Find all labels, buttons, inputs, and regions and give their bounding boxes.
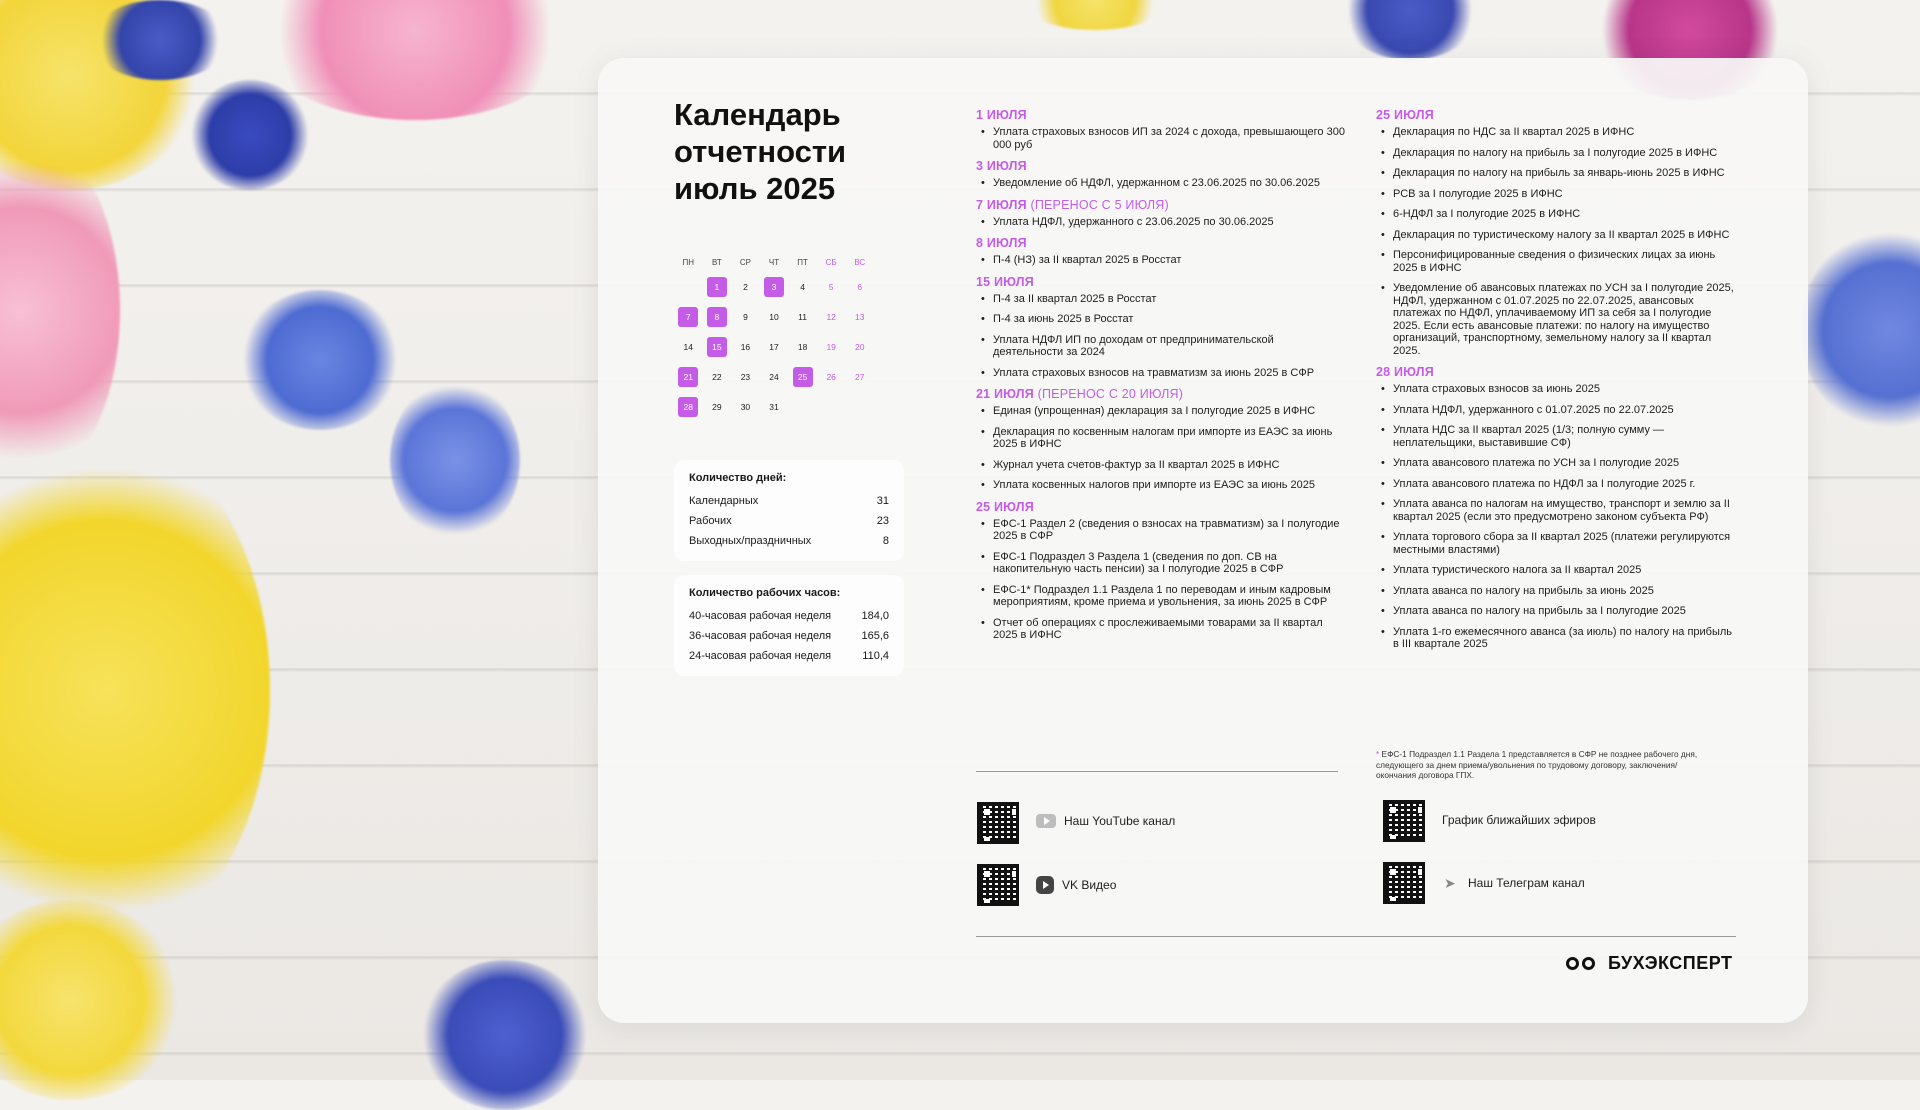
flower-decoration — [190, 80, 310, 190]
deadline-item: • П-4 за июнь 2025 в Росстат — [976, 313, 1346, 326]
day-number: 18 — [797, 342, 808, 352]
deadline-item: • Уведомление об НДФЛ, удержанном с 23.06.2025 по 30.06.2025 — [976, 177, 1346, 190]
calendar-week-row — [674, 332, 874, 362]
stat-row — [689, 646, 889, 666]
vk-video-link[interactable] — [1036, 876, 1116, 894]
deadline-date-heading — [976, 108, 1346, 122]
calendar-day — [703, 272, 732, 302]
day-number: 22 — [712, 372, 722, 382]
calendar-week-row — [674, 302, 874, 332]
deadline-list — [976, 518, 1346, 642]
deadline-section — [976, 500, 1346, 642]
deadline-item: • Единая (упрощенная) декларация за I полугодие 2025 в ИФНС — [976, 405, 1346, 418]
divider — [976, 936, 1736, 937]
calendar-day — [760, 392, 789, 422]
stat-row — [689, 511, 889, 531]
qr-code-schedule[interactable] — [1383, 800, 1425, 842]
deadline-item: • Уплата НДФЛ, удержанного с 23.06.2025 по 30.06.2025 — [976, 216, 1346, 229]
deadline-item: • Уплата аванса по налогу на прибыль за I полугодие 2025 — [1376, 605, 1738, 618]
calendar-day — [845, 332, 874, 362]
deadline-list — [976, 293, 1346, 380]
deadline-date-heading — [976, 236, 1346, 250]
stat-label: Календарных — [689, 495, 759, 507]
deadline-item: • Уплата страховых взносов за июнь 2025 — [1376, 383, 1738, 396]
day-number: 20 — [855, 342, 865, 352]
deadline-day-marker: 8 — [707, 307, 727, 327]
deadline-item: • Декларация по налогу на прибыль за I полугодие 2025 в ИФНС — [1376, 147, 1738, 160]
deadlines-column-right — [1376, 108, 1738, 659]
deadline-list — [976, 216, 1346, 229]
weekday-label: ПН — [682, 257, 695, 267]
deadline-section — [976, 236, 1346, 267]
telegram-link[interactable] — [1444, 876, 1585, 890]
deadline-date-heading — [976, 159, 1346, 173]
youtube-link[interactable] — [1036, 814, 1175, 828]
day-number: 24 — [769, 372, 779, 382]
stat-row — [689, 606, 889, 626]
deadline-list — [1376, 383, 1738, 651]
day-number: 2 — [743, 282, 748, 292]
calendar-day — [674, 302, 703, 332]
divider — [976, 771, 1338, 772]
day-number: 6 — [857, 282, 863, 292]
day-number: 12 — [826, 312, 836, 322]
deadlines-column-middle — [976, 108, 1346, 650]
calendar-day — [703, 392, 732, 422]
days-stats-box — [674, 460, 904, 561]
deadline-list — [976, 177, 1346, 190]
day-number: 17 — [769, 342, 779, 352]
calendar-day — [760, 272, 789, 302]
day-number: 10 — [769, 312, 779, 322]
stat-value: 165,6 — [861, 630, 889, 642]
deadline-item: • Уплата 1-го ежемесячного аванса (за июль) по налогу на прибыль в III квартале 2025 — [1376, 626, 1738, 651]
youtube-link-label: Наш YouTube канал — [1064, 814, 1176, 828]
calendar-day — [731, 272, 760, 302]
deadline-item: • ЕФС-1* Подраздел 1.1 Раздела 1 по переводам и иным кадровым мероприятиям, кроме приема и увольнения, за июнь 2025 в СФР — [976, 584, 1346, 609]
calendar-day — [845, 362, 874, 392]
calendar-grid — [674, 272, 874, 422]
deadline-item: • Уплата авансового платежа по УСН за I полугодие 2025 — [1376, 457, 1738, 470]
deadline-item: • Декларация по косвенным налогам при импорте из ЕАЭС за июнь 2025 в ИФНС — [976, 426, 1346, 451]
deadline-section — [976, 198, 1346, 229]
day-number: 9 — [743, 312, 748, 322]
deadline-item: • Уплата аванса по налогам на имущество, транспорт и землю за II квартал 2025 (если это предусмотрено законом субъекта РФ) — [1376, 498, 1738, 523]
weekday-label: ЧТ — [768, 257, 780, 267]
deadline-item: • Уплата торгового сбора за II квартал 2025 (платежи регулируются местными властями) — [1376, 531, 1738, 556]
flower-decoration — [240, 290, 400, 430]
deadline-item: • П-4 (НЗ) за II квартал 2025 в Росстат — [976, 254, 1346, 267]
footnote-star: * — [1376, 749, 1380, 759]
deadline-item: • Уведомление об авансовых платежах по УСН за I полугодие 2025, НДФЛ, удержанном с 01.07.2025 по 22.07.2025, авансовых платежах по НДФЛ, уплачиваемому ИП за себя за I полугодие 2025. Если есть авансовые платежи: по налогу на имущество организаций, транспортному, земельному налогу за II квартал 2025. — [1376, 282, 1738, 357]
calendar-day — [845, 272, 874, 302]
calendar-day — [760, 332, 789, 362]
brand-name: БУХЭКСПЕРТ — [1608, 953, 1733, 973]
deadline-section — [976, 387, 1346, 492]
deadline-section — [1376, 365, 1738, 651]
deadline-list — [1376, 126, 1738, 357]
day-number: 30 — [740, 402, 751, 412]
day-number — [678, 277, 698, 297]
day-number: 11 — [798, 312, 807, 322]
day-number — [793, 397, 813, 417]
deadline-list — [976, 126, 1346, 151]
day-number: 29 — [712, 402, 722, 412]
deadline-section — [976, 159, 1346, 190]
calendar-day — [731, 362, 760, 392]
deadline-date-note: (ПЕРЕНОС С 20 ИЮЛЯ) — [1033, 387, 1184, 401]
calendar-day — [817, 302, 846, 332]
calendar-day — [703, 302, 732, 332]
vk-video-link-label: VK Видео — [1062, 878, 1117, 892]
deadline-item: • Уплата НДС за II квартал 2025 (1/3; полную сумму — неплательщики, выставившие СФ) — [1376, 424, 1738, 449]
hours-stats-rows — [689, 606, 889, 666]
flower-decoration — [1340, 0, 1480, 60]
deadline-item: • ЕФС-1 Раздел 2 (сведения о взносах на травматизм) за I полугодие 2025 в СФР — [976, 518, 1346, 543]
deadline-day-marker: 15 — [707, 337, 727, 357]
calendar-day — [760, 302, 789, 332]
deadline-date-note: (ПЕРЕНОС С 5 ИЮЛЯ) — [1026, 197, 1169, 212]
deadline-date: 21 ИЮЛЯ — [976, 387, 1034, 401]
deadline-date: 25 ИЮЛЯ — [1376, 108, 1434, 122]
deadline-day-marker: 21 — [678, 367, 698, 387]
deadline-item: • Уплата аванса по налогу на прибыль за июнь 2025 — [1376, 585, 1738, 598]
calendar-day — [845, 392, 874, 422]
stat-label: Выходных/праздничных — [689, 535, 812, 547]
flower-decoration — [420, 960, 590, 1110]
deadline-item: • П-4 за II квартал 2025 в Росстат — [976, 293, 1346, 306]
brand-logo-icon — [1566, 955, 1600, 973]
deadline-item: • Уплата косвенных налогов при импорте из ЕАЭС за июнь 2025 — [976, 479, 1346, 492]
deadline-list — [976, 254, 1346, 267]
stat-row — [689, 531, 889, 551]
calendar-day — [817, 332, 846, 362]
deadline-day-marker: 7 — [678, 307, 698, 327]
days-stats-title: Количество дней: — [689, 472, 787, 484]
calendar-day — [731, 392, 760, 422]
deadline-item: • Уплата авансового платежа по НДФЛ за I полугодие 2025 г. — [1376, 478, 1738, 491]
deadline-date: 15 ИЮЛЯ — [976, 274, 1034, 289]
mini-calendar — [674, 252, 874, 422]
calendar-day — [788, 332, 817, 362]
flower-decoration — [390, 380, 520, 540]
deadline-item: • Декларация по НДС за II квартал 2025 в ИФНС — [1376, 126, 1738, 139]
calendar-day — [788, 362, 817, 392]
stat-row — [689, 491, 889, 511]
day-number: 31 — [769, 402, 779, 412]
calendar-day — [788, 392, 817, 422]
deadline-item: • ЕФС-1 Подраздел 3 Раздела 1 (сведения по доп. СВ на накопительную часть пенсии) за I полугодие 2025 в СФР — [976, 551, 1346, 576]
deadline-date-heading — [976, 500, 1346, 514]
footnote-text: ЕФС-1 Подраздел 1.1 Раздела 1 представляется в СФР не позднее рабочего дня, следующего за днем приема/увольнения по трудовому договору, заключения/окончания договора ГПХ. — [1376, 749, 1698, 780]
calendar-day — [731, 332, 760, 362]
hours-stats-box — [674, 575, 904, 676]
deadline-day-marker: 1 — [707, 277, 727, 297]
calendar-week-row — [674, 392, 874, 422]
deadline-date-heading — [976, 275, 1346, 289]
flower-decoration — [250, 0, 580, 120]
deadline-date-heading — [1376, 108, 1738, 122]
deadline-item: • Уплата туристического налога за II квартал 2025 — [1376, 564, 1738, 577]
deadline-item: • Уплата НДФЛ ИП по доходам от предпринимательской деятельности за 2024 — [976, 334, 1346, 359]
deadline-item: • Декларация по туристическому налогу за II квартал 2025 в ИФНС — [1376, 229, 1738, 242]
calendar-day — [674, 392, 703, 422]
telegram-link-label: Наш Телеграм канал — [1468, 876, 1585, 890]
calendar-day — [703, 332, 732, 362]
stat-label: 24-часовая рабочая неделя — [689, 650, 832, 662]
deadline-date: 25 ИЮЛЯ — [976, 499, 1034, 514]
weekday-label: СР — [739, 257, 751, 267]
flower-decoration — [1800, 230, 1920, 430]
deadline-date: 28 ИЮЛЯ — [1376, 365, 1434, 379]
stat-value: 184,0 — [861, 610, 889, 622]
deadline-list — [976, 405, 1346, 492]
deadline-day-marker: 3 — [764, 277, 784, 297]
footnote — [1376, 749, 1706, 781]
days-stats-rows — [689, 491, 889, 551]
weekday-label: СБ — [825, 257, 837, 267]
day-number: 4 — [800, 282, 805, 292]
stat-label: 40-часовая рабочая неделя — [689, 610, 832, 622]
calendar-week-row — [674, 272, 874, 302]
calendar-day — [788, 272, 817, 302]
flower-decoration — [0, 430, 270, 950]
youtube-icon — [1036, 814, 1056, 828]
weekday-label: ВС — [854, 257, 866, 267]
deadline-item: • Уплата НДФЛ, удержанного с 01.07.2025 по 22.07.2025 — [1376, 404, 1738, 417]
stat-value: 23 — [876, 515, 889, 527]
vk-video-icon — [1036, 876, 1054, 894]
deadline-item: • Персонифицированные сведения о физических лицах за июнь 2025 в ИФНС — [1376, 249, 1738, 274]
calendar-day — [788, 302, 817, 332]
deadline-item: • Декларация по налогу на прибыль за январь-июнь 2025 в ИФНС — [1376, 167, 1738, 180]
day-number: 16 — [740, 342, 751, 352]
calendar-day — [674, 332, 703, 362]
deadline-date: 8 ИЮЛЯ — [976, 236, 1027, 250]
flower-decoration — [1020, 0, 1170, 30]
calendar-day — [674, 362, 703, 392]
day-number: 14 — [683, 342, 694, 352]
calendar-week-row — [674, 362, 874, 392]
day-number: 19 — [826, 342, 836, 352]
qr-code-vk[interactable] — [977, 864, 1019, 906]
deadline-item: • Уплата страховых взносов на травматизм за июнь 2025 в СФР — [976, 367, 1346, 380]
qr-code-telegram[interactable] — [1383, 862, 1425, 904]
deadline-day-marker: 28 — [678, 397, 698, 417]
calendar-day — [760, 362, 789, 392]
day-number — [821, 397, 841, 417]
stat-row — [689, 626, 889, 646]
deadline-date-heading — [976, 387, 1346, 401]
stat-label: 36-часовая рабочая неделя — [689, 630, 832, 642]
deadline-item: • Отчет об операциях с прослеживаемыми товарами за II квартал 2025 в ИФНС — [976, 617, 1346, 642]
calendar-day — [845, 302, 874, 332]
stat-value: 110,4 — [862, 650, 889, 662]
weekday-label: ВТ — [712, 257, 722, 267]
schedule-link[interactable] — [1442, 813, 1596, 827]
deadline-date: 7 ИЮЛЯ — [976, 197, 1027, 212]
weekday-label: ПТ — [797, 257, 808, 267]
stat-value: 31 — [876, 495, 889, 507]
deadline-section — [976, 108, 1346, 151]
calendar-day — [731, 302, 760, 332]
page-title: Календарь отчетности июль 2025 — [674, 97, 847, 206]
brand-logo — [1566, 953, 1733, 974]
calendar-day — [703, 362, 732, 392]
stat-label: Рабочих — [689, 515, 732, 527]
deadline-item: • 6-НДФЛ за I полугодие 2025 в ИФНС — [1376, 208, 1738, 221]
calendar-weekday-header — [674, 252, 874, 272]
day-number: 5 — [828, 282, 834, 292]
qr-code-youtube[interactable] — [977, 802, 1019, 844]
deadline-section — [976, 275, 1346, 380]
calendar-day — [817, 362, 846, 392]
calendar-day — [674, 272, 703, 302]
schedule-link-label: График ближайших эфиров — [1442, 813, 1596, 827]
deadline-section — [1376, 108, 1738, 357]
flower-decoration — [90, 0, 230, 80]
calendar-day — [817, 392, 846, 422]
stat-value: 8 — [882, 535, 889, 547]
deadline-item: • Уплата страховых взносов ИП за 2024 с дохода, превышающего 300 000 руб — [976, 126, 1346, 151]
calendar-day — [817, 272, 846, 302]
day-number — [850, 397, 870, 417]
deadline-date: 1 ИЮЛЯ — [976, 108, 1027, 122]
hours-stats-title: Количество рабочих часов: — [689, 587, 841, 599]
telegram-icon: ➤ — [1444, 875, 1456, 891]
deadline-item: • Журнал учета счетов-фактур за II квартал 2025 в ИФНС — [976, 459, 1346, 472]
deadline-date-heading — [1376, 365, 1738, 379]
day-number: 13 — [855, 312, 865, 322]
deadline-day-marker: 25 — [793, 367, 813, 387]
day-number: 26 — [826, 372, 836, 382]
deadline-item: • РСВ за I полугодие 2025 в ИФНС — [1376, 188, 1738, 201]
deadline-date-heading — [976, 198, 1346, 212]
deadline-date: 3 ИЮЛЯ — [976, 159, 1027, 173]
day-number: 23 — [740, 372, 751, 382]
day-number: 27 — [855, 372, 865, 382]
